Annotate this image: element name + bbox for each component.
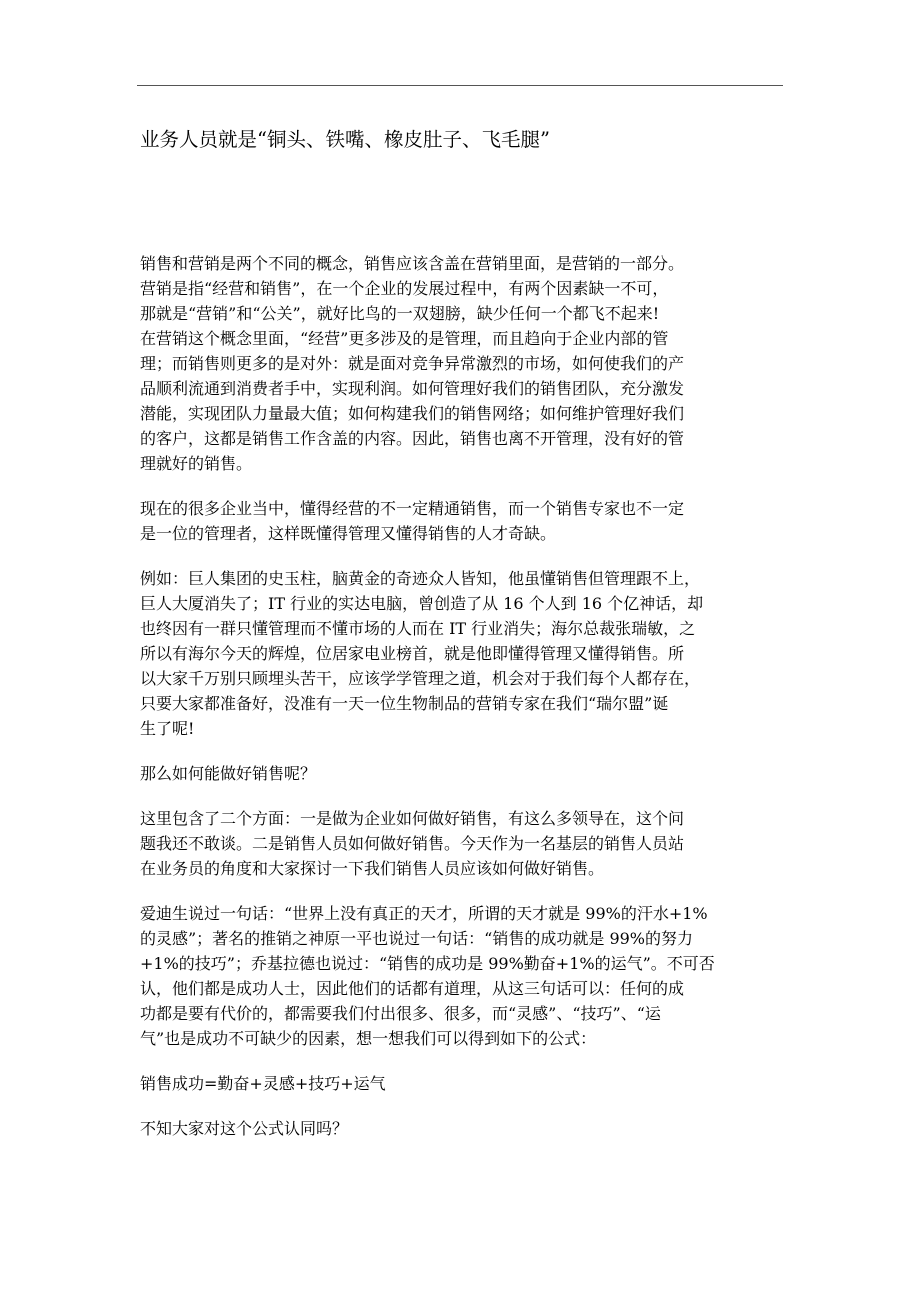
text-line: 的灵感”；著名的推销之神原一平也说过一句话：“销售的成功就是 99%的努力: [140, 929, 694, 948]
text-line: 以大家千万别只顾埋头苦干，应该学学管理之道，机会对于我们每个人都存在，: [140, 669, 701, 688]
text-line: 气”也是成功不可缺少的因素，想一想我们可以得到如下的公式：: [140, 1029, 597, 1048]
text-line: 这里包含了二个方面：一是做为企业如何做好销售，有这么多领导在，这个问: [140, 809, 685, 828]
text-line: 只要大家都准备好，没准有一天一位生物制品的营销专家在我们“瑞尔盟”诞: [140, 694, 669, 713]
text-line: 在业务员的角度和大家探讨一下我们销售人员应该如何做好销售。: [140, 859, 605, 878]
paragraph: [140, 566, 785, 741]
paragraph: [140, 496, 785, 546]
text-line: 例如：巨人集团的史玉柱，脑黄金的奇迹众人皆知，他虽懂销售但管理跟不上，: [140, 569, 701, 588]
text-line: 的客户，这都是销售工作含盖的内容。因此，销售也离不开管理，没有好的管: [140, 429, 685, 448]
document-title: 业务人员就是“铜头、铁嘴、橡皮肚子、飞毛腿”: [140, 128, 550, 151]
paragraph: [140, 761, 785, 786]
paragraph: [140, 1116, 785, 1141]
text-line: 那就是“营销”和“公关”，就好比鸟的一双翅膀，缺少任何一个都飞不起来!: [140, 304, 660, 323]
header-rule: [137, 85, 783, 86]
text-line: 现在的很多企业当中，懂得经营的不一定精通销售，而一个销售专家也不一定: [140, 499, 685, 518]
text-line: 理就好的销售。: [140, 454, 253, 473]
text-line: 爱迪生说过一句话：“世界上没有真正的天才，所谓的天才就是 99%的汗水+1%: [140, 904, 708, 923]
text-line: 是一位的管理者，这样既懂得管理又懂得销售的人才奇缺。: [140, 524, 557, 543]
paragraph: [140, 1071, 785, 1096]
document-body: [140, 251, 785, 1161]
text-line: 理；而销售则更多的是对外：就是面对竞争异常激烈的市场，如何使我们的产: [140, 354, 685, 373]
text-line: 不知大家对这个公式认同吗？: [140, 1119, 349, 1138]
text-line: 题我还不敢谈。二是销售人员如何做好销售。今天作为一名基层的销售人员站: [140, 834, 685, 853]
text-line: +1%的技巧”；乔基拉德也说过：“销售的成功是 99%勤奋+1%的运气”。不可否: [140, 954, 715, 973]
text-line: 生了呢!: [140, 719, 195, 738]
text-line: 营销是指“经营和销售”，在一个企业的发展过程中，有两个因素缺一不可，: [140, 279, 669, 298]
text-line: 品顺利流通到消费者手中，实现利润。如何管理好我们的销售团队，充分激发: [140, 379, 685, 398]
paragraph: [140, 251, 785, 476]
text-line: 也终因有一群只懂管理而不懂市场的人而在 IT 行业消失；海尔总裁张瑞敏，之: [140, 619, 696, 638]
text-line: 所以有海尔今天的辉煌，位居家电业榜首，就是他即懂得管理又懂得销售。所: [140, 644, 685, 663]
text-line: 销售和营销是两个不同的概念，销售应该含盖在营销里面，是营销的一部分。: [140, 254, 685, 273]
text-line: 功都是要有代价的，都需要我们付出很多、很多，而“灵感”、“技巧”、“运: [140, 1004, 661, 1023]
text-line: 销售成功=勤奋+灵感+技巧+运气: [140, 1074, 386, 1093]
text-line: 在营销这个概念里面，“经营”更多涉及的是管理，而且趋向于企业内部的管: [140, 329, 669, 348]
text-line: 潜能，实现团队力量最大值；如何构建我们的销售网络；如何维护管理好我们: [140, 404, 685, 423]
text-line: 那么如何能做好销售呢？: [140, 764, 317, 783]
text-line: 巨人大厦消失了；IT 行业的实达电脑，曾创造了从 16 个人到 16 个亿神话，却: [140, 594, 704, 613]
paragraph: [140, 806, 785, 881]
paragraph: [140, 901, 785, 1051]
text-line: 认，他们都是成功人士，因此他们的话都有道理，从这三句话可以：任何的成: [140, 979, 685, 998]
